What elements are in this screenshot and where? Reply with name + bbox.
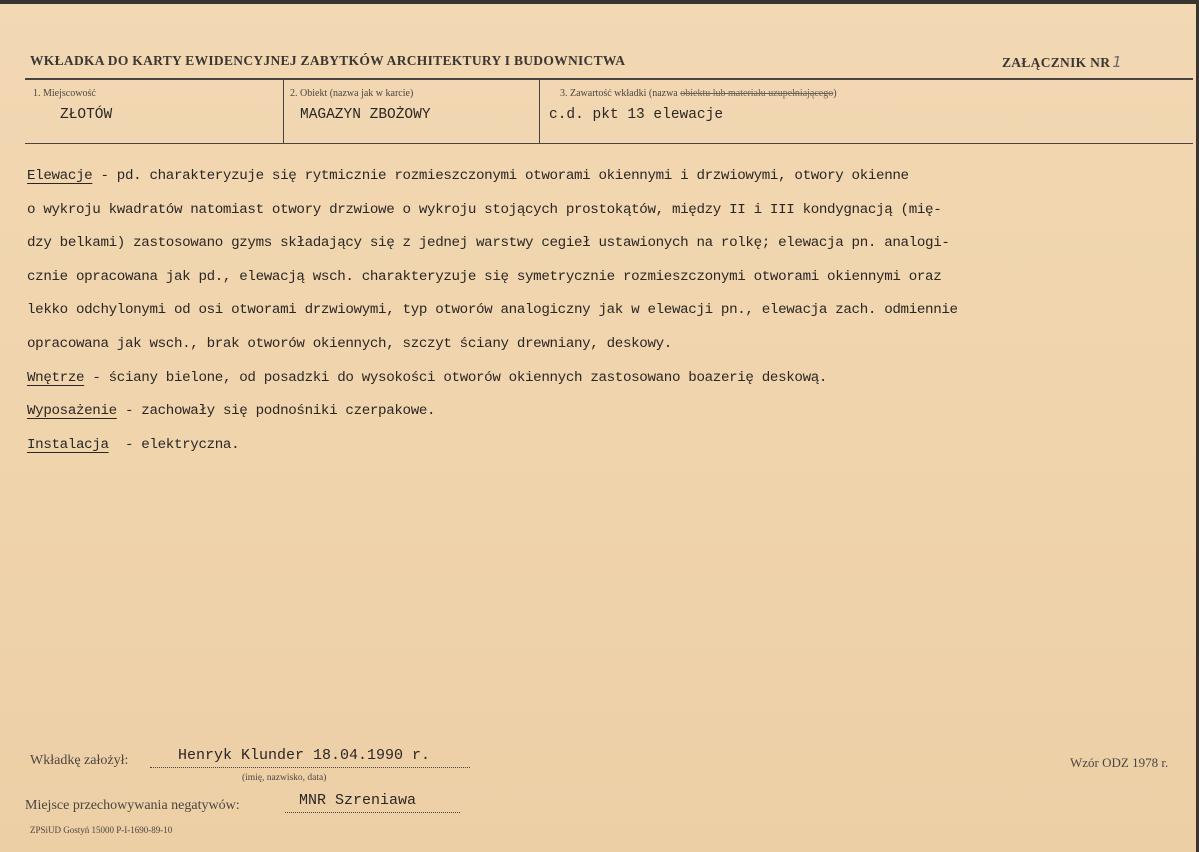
- field-separator: [539, 80, 540, 143]
- negatives-label: Miejsce przechowywania negatywów:: [25, 798, 240, 813]
- locality-label: 1. Miejscowość: [33, 88, 96, 99]
- fields-rule: [25, 143, 1193, 144]
- elewacje-line: [27, 160, 1195, 194]
- contents-label: [560, 88, 837, 99]
- founded-value: Henryk Klunder 18.04.1990 r.: [178, 747, 431, 764]
- wyposazenie-heading: Wyposażenie: [27, 403, 117, 420]
- negatives-value: MNR Szreniawa: [299, 792, 417, 809]
- contents-label-suffix: ): [833, 88, 837, 99]
- instalacja-text: - elektryczna.: [108, 436, 240, 453]
- founded-dotted-line: [150, 767, 470, 768]
- founded-label: Wkładkę założył:: [30, 753, 129, 768]
- wyposazenie-line: [27, 395, 1195, 429]
- wnetrze-text: - ściany bielone, od posadzki do wysokości otworów okiennych zastosowano boazerię deskową.: [84, 369, 828, 386]
- card-title: WKŁADKA DO KARTY EWIDENCYJNEJ ZABYTKÓW ARCHITEKTURY I BUDOWNICTWA: [30, 53, 626, 68]
- elewacje-text-6: opracowana jak wsch., brak otworów okiennych, szczyt ściany drewniany, deskowy.: [27, 335, 672, 352]
- form-model: Wzór ODZ 1978 r.: [1070, 755, 1169, 770]
- instalacja-heading: Instalacja: [27, 436, 109, 453]
- negatives-dotted-line: [285, 812, 460, 813]
- object-label: 2. Obiekt (nazwa jak w karcie): [290, 88, 414, 99]
- instalacja-line: [27, 429, 1195, 463]
- elewacje-text-4: cznie opracowana jak pd., elewacją wsch. charakteryzuje się symetrycznie rozmieszczonymi otworami okiennymi oraz: [27, 268, 942, 285]
- elewacje-heading: Elewacje: [27, 168, 93, 184]
- description-body: [27, 160, 1195, 462]
- contents-label-struck: obiektu lub materiału uzupełniającego: [680, 88, 834, 99]
- founded-hint: (imię, nazwisko, data): [242, 773, 327, 783]
- object-value: MAGAZYN ZBOŻOWY: [300, 107, 431, 123]
- attachment-number: [1002, 53, 1122, 71]
- elewacje-text-2: o wykroju kwadratów natomiast otwory drzwiowe o wykroju stojących prostokątów, między II i III kondygnacją (mię-: [27, 201, 942, 218]
- elewacje-text-3: dzy belkami) zastosowano gzyms składający się z jednej warstwy cegieł ustawionych na rolkę; elewacja pn. analogi-: [27, 235, 950, 252]
- field-separator: [283, 80, 284, 143]
- contents-value: c.d. pkt 13 elewacje: [549, 107, 724, 123]
- wnetrze-heading: Wnętrze: [27, 369, 85, 386]
- attachment-number-handwritten: 1: [1112, 53, 1123, 71]
- locality-value: ZŁOTÓW: [60, 107, 113, 123]
- print-info: ZPSiUD Gostyń 15000 P-I-1690-89-10: [30, 825, 173, 835]
- card-top-edge: [0, 0, 1199, 4]
- wnetrze-line: [27, 362, 1195, 396]
- attachment-label: ZAŁĄCZNIK NR: [1002, 55, 1111, 70]
- elewacje-text-1: - pd. charakteryzuje się rytmicznie rozmieszczonymi otworami okiennymi i drzwiowymi, otwory okienne: [92, 168, 909, 184]
- wyposazenie-text: - zachowały się podnośniki czerpakowe.: [116, 403, 436, 420]
- contents-label-prefix: 3. Zawartość wkładki (nazwa: [560, 88, 681, 99]
- header-rule: [25, 78, 1193, 80]
- elewacje-text-5: lekko odchylonymi od osi otworami drzwiowymi, typ otworów analogiczny jak w elewacji pn., elewacja zach. odmiennie: [27, 302, 958, 319]
